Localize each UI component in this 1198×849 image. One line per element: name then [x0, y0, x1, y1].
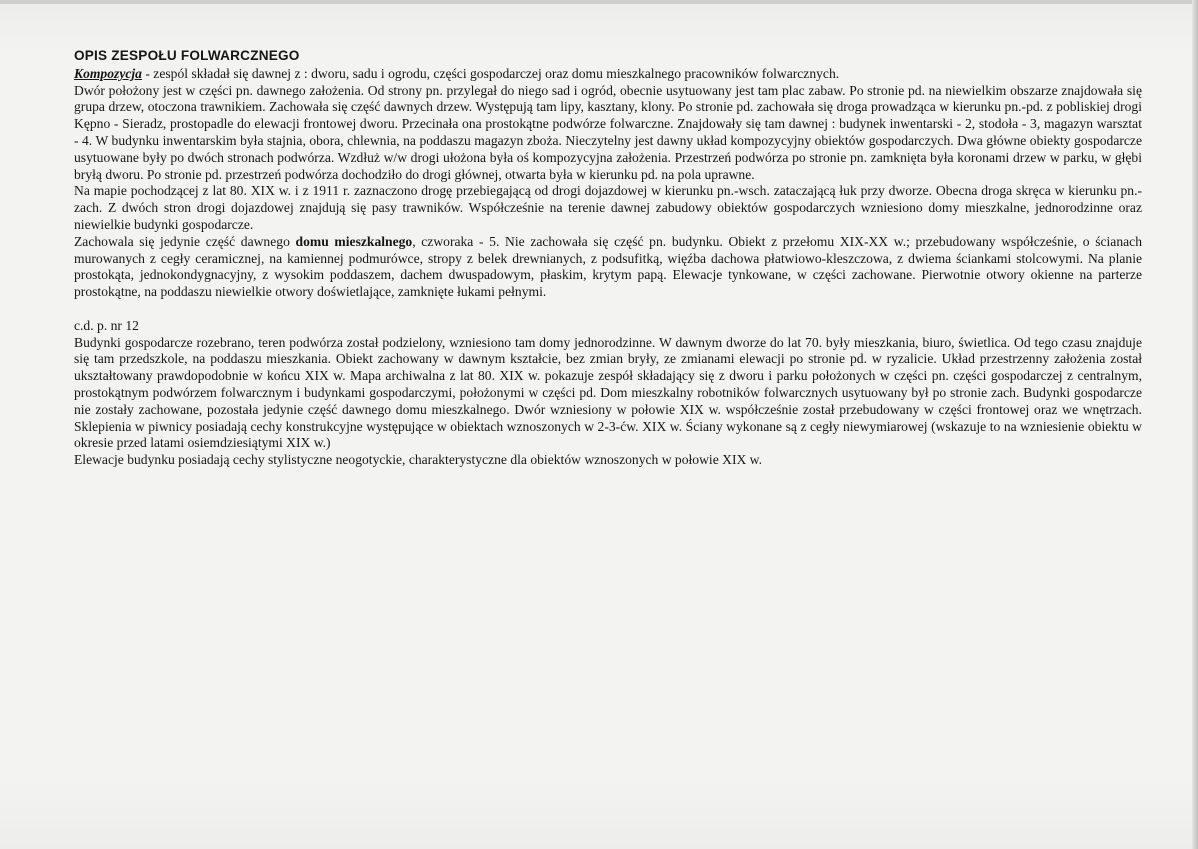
composition-lead: Kompozycja — [74, 65, 142, 81]
manor-layout-paragraph: Dwór położony jest w części pn. dawnego założenia. Od strony pn. przylegał do niego sad i ogród, obecnie usytuowany jest tam plac zabaw. Po stronie pd. na niewielkim obszarze znajdowała się grupa drzew, otoczona trawnikiem. Zachowała się część dawnych drzew. Występują tam lipy, kasztany, klony. Po stronie pd. zachowała się droga prowadząca w kierunku pn.-pd. z pobliskiej drogi Kępno - Sieradz, prostopadle do elewacji frontowej dworu. Przecinała ona prostokątne podwórze folwarczne. Znajdowały się tam dawnej : budynek inwentarski - 2, stodoła - 3, magazyn warsztat - 4. W budynku inwentarskim była stajnia, obora, chlewnia, na poddaszu magazyn zboża. Nieczytelny jest dawny układ kompozycyjny obiektów gospodarczych. Dwa główne obiekty gospodarcze usytuowane były po dwóch stronach podwórza. Wzdłuż w/w drogi ułożona była oś kompozycyjna założenia. Przestrzeń podwórza po stronie pn. zamknięta była koronami drzew w parku, w głębi bryłą dworu. Po stronie pd. przestrzeń podwórza dochodziło do drogi głównej, otwarta była w kierunku pd. na pola uprawne. — [74, 82, 1142, 182]
residential-text-rest: , czworaka - 5. Nie zachowała się część pn. budynku. Obiekt z przełomu XIX-XX w.; przebudowany współcześnie, o ścianach murowanych z cegły ceramicznej, na kamiennej podmurówce, stropy z belek drewnianych, z podsufitką, więźba dachowa płatwiowo-kleszczowa, z dwiema ściankami stolcowymi. Na planie prostokąta, jednokondygnacyjny, z wysokim poddaszem, dachem dwuspadowym, płaskim, krytym papą. Elewacje tynkowane, w części zachowane. Pierwotnie otwory okienne na parterze prostokątne, na poddaszu niewielkie otwory doświetlające, zamknięte łukami pełnymi. — [74, 233, 1142, 300]
history-paragraph: Budynki gospodarcze rozebrano, teren podwórza został podzielony, wzniesiono tam domy jednorodzinne. W dawnym dworze do lat 70. były mieszkania, biuro, świetlica. Od tego czasu znajduje się tam przedszkole, na poddaszu mieszkania. Obiekt zachowany w dawnym kształcie, bez zmian bryły, ze zmianami elewacji po stronie pd. w ryzalicie. Układ przestrzenny założenia został ukształtowany prawdopodobnie w końcu XIX w. Mapa archiwalna z lat 80. XIX w. pokazuje zespół składający się z dworu i parku położonych w części pn. części gospodarczej z centralnym, prostokątnym podwórzem folwarcznym i budynkami gospodarczymi, położonymi w części pd. Dom mieszkalny robotników folwarcznych usytuowany był po stronie zach. Budynki gospodarcze nie zostały zachowane, pozostała jedynie część dawnego domu mieszkalnego. Dwór wzniesiony w połowie XIX w. współcześnie został przebudowany w części frontowej oraz we wnętrzach. Sklepienia w piwnicy posiadają cechy konstrukcyjne występujące w obiektach wznoszonych w 2-3-ćw. XIX w. Ściany wykonane są z cegły niewymiarowej (wskazuje to na wzniesienie obiektu w okresie przed latami osiemdziesiątymi XIX w.) — [74, 334, 1142, 451]
composition-text: - zespól składał się dawnej z : dworu, sadu i ogrodu, części gospodarczej oraz domu mieszkalnego pracowników folwarcznych. — [141, 65, 840, 81]
scan-edge-top — [0, 0, 1198, 4]
continuation-label: c.d. p. nr 12 — [74, 317, 139, 333]
style-paragraph: Elewacje budynku posiadają cechy stylistyczne neogotyckie, charakterystyczne dla obiektów wznoszonych w połowie XIX w. — [74, 452, 763, 468]
residential-text-start: Zachowala się jedynie część dawnego — [74, 233, 296, 249]
section-gap — [74, 301, 1142, 318]
map-paragraph: Na mapie pochodzącej z lat 80. XIX w. i z 1911 r. zaznaczono drogę przebiegającą od drogi dojazdowej w kierunku pn.-wsch. zataczającą łuk przy dworze. Obecna droga skręca w kierunku pn.-zach. Z dwóch stron drogi dojazdowej znajdują się pasy trawników. Współcześnie na terenie dawnej zabudowy obiektów gospodarczych wzniesiono domy mieszkalne, jednorodzinne oraz niewielkie budynki gospodarcze. — [74, 183, 1142, 232]
document-body — [74, 48, 1142, 469]
scan-edge-right — [1192, 0, 1198, 849]
residential-bold-term: domu mieszkalnego — [295, 233, 413, 249]
residential-house-paragraph — [74, 234, 1142, 301]
composition-paragraph — [74, 66, 1142, 83]
document-heading: OPIS ZESPOŁU FOLWARCZNEGO — [74, 48, 300, 63]
